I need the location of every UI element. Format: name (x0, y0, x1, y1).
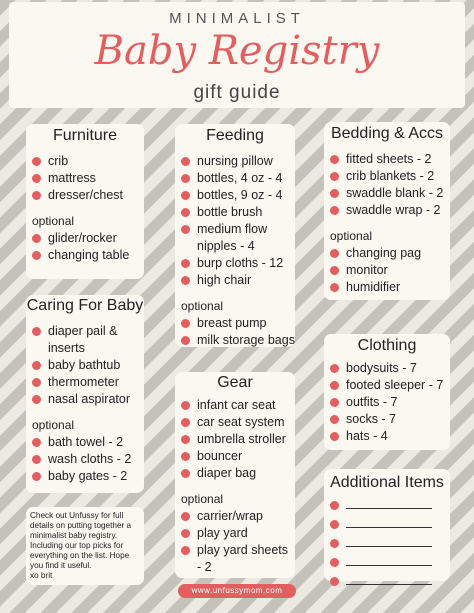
list-item-label: play yard sheets - 2 (197, 543, 289, 574)
list-item-label: infant car seat (197, 398, 276, 412)
list-item (324, 262, 450, 279)
list-item-label: bouncer (197, 449, 243, 463)
list-item (175, 170, 295, 187)
clothing-list (324, 360, 450, 445)
list-item-label: breast pump (197, 316, 267, 330)
list-item (175, 431, 295, 448)
list-item (26, 434, 144, 451)
bullet-dot-icon (32, 251, 41, 260)
list-item (324, 279, 450, 296)
list-item-label: outfits - 7 (346, 395, 398, 409)
bullet-dot-icon (181, 336, 190, 345)
bullet-dot-icon (181, 435, 190, 444)
list-item-label: bath towel - 2 (48, 435, 124, 449)
bedding-optional-list (324, 245, 450, 296)
bullet-dot-icon (181, 208, 190, 217)
list-item-label: swaddle blank - 2 (346, 186, 444, 200)
bullet-dot-icon (330, 415, 339, 424)
list-item-label: crib (48, 154, 69, 168)
caring-card (26, 295, 144, 493)
list-item-label: play yard (197, 526, 248, 540)
bullet-dot-icon (330, 381, 339, 390)
list-item (26, 323, 144, 357)
list-item (324, 428, 450, 445)
list-item-label: socks - 7 (346, 412, 397, 426)
blank-write-line[interactable] (346, 554, 432, 566)
blank-list-item (324, 573, 450, 590)
caring-optional-list (26, 434, 144, 485)
list-item-label: thermometer (48, 375, 119, 389)
list-item (26, 170, 144, 187)
list-item (175, 542, 295, 576)
gear-optional-list (175, 508, 295, 576)
header-banner (9, 2, 465, 108)
bullet-dot-icon (181, 401, 190, 410)
clothing-card (324, 334, 450, 450)
list-item-label: bottles, 9 oz - 4 (197, 188, 283, 202)
bullet-dot-icon (330, 266, 339, 275)
additional-card (324, 469, 450, 581)
list-item-label: diaper pail & inserts (48, 324, 118, 355)
list-item-label: baby gates - 2 (48, 469, 128, 483)
list-item (26, 357, 144, 374)
blank-list-item (324, 497, 450, 514)
list-item (324, 394, 450, 411)
list-item-label: nursing pillow (197, 154, 273, 168)
bullet-dot-icon (330, 432, 339, 441)
list-item-label: footed sleeper - 7 (346, 378, 444, 392)
bullet-dot-icon (330, 155, 339, 164)
bullet-dot-icon (181, 319, 190, 328)
list-item (324, 411, 450, 428)
bullet-dot-icon (32, 378, 41, 387)
additional-title: Additional Items (330, 474, 444, 491)
caring-list (26, 323, 144, 408)
list-item (26, 374, 144, 391)
furniture-list (26, 153, 144, 204)
feeding-optional-list (175, 315, 295, 349)
list-item (175, 525, 295, 542)
list-item (324, 168, 450, 185)
bullet-dot-icon (32, 191, 41, 200)
list-item-label: bottle brush (197, 205, 263, 219)
list-item (26, 451, 144, 468)
bullet-dot-icon (181, 529, 190, 538)
bullet-dot-icon (32, 234, 41, 243)
bullet-dot-icon (330, 501, 339, 510)
list-item-label: swaddle wrap - 2 (346, 203, 441, 217)
caring-title: Caring For Baby (26, 297, 144, 314)
list-item-label: nasal aspirator (48, 392, 130, 406)
gear-title: Gear (217, 374, 253, 391)
bullet-dot-icon (330, 539, 339, 548)
list-item-label: crib blankets - 2 (346, 169, 435, 183)
blank-write-line[interactable] (346, 497, 432, 509)
list-item (175, 221, 295, 255)
note-card (26, 507, 144, 585)
bedding-optional-label: optional (330, 229, 373, 243)
list-item (324, 151, 450, 168)
bullet-dot-icon (181, 225, 190, 234)
list-item (175, 153, 295, 170)
list-item-label: changing table (48, 248, 130, 262)
bullet-dot-icon (181, 174, 190, 183)
list-item-label: carrier/wrap (197, 509, 263, 523)
bullet-dot-icon (32, 174, 41, 183)
bullet-dot-icon (32, 395, 41, 404)
list-item (26, 230, 144, 247)
bedding-title: Bedding & Accs (330, 125, 444, 142)
list-item (26, 391, 144, 408)
list-item (175, 465, 295, 482)
bullet-dot-icon (32, 438, 41, 447)
bullet-dot-icon (330, 558, 339, 567)
bullet-dot-icon (330, 172, 339, 181)
bullet-dot-icon (330, 364, 339, 373)
list-item-label: bottles, 4 oz - 4 (197, 171, 283, 185)
list-item-label: bodysuits - 7 (346, 361, 417, 375)
list-item-label: milk storage bags (197, 333, 295, 347)
list-item (26, 153, 144, 170)
list-item (324, 202, 450, 219)
list-item-label: high chair (197, 273, 252, 287)
list-item (26, 468, 144, 485)
list-item-label: car seat system (197, 415, 285, 429)
bullet-dot-icon (32, 455, 41, 464)
bullet-dot-icon (181, 259, 190, 268)
bullet-dot-icon (330, 206, 339, 215)
feeding-list (175, 153, 295, 289)
list-item-label: baby bathtub (48, 358, 121, 372)
bullet-dot-icon (181, 191, 190, 200)
bullet-dot-icon (330, 189, 339, 198)
bullet-dot-icon (181, 452, 190, 461)
list-item-label: medium flow nipples - 4 (197, 222, 268, 253)
bedding-list (324, 151, 450, 219)
blank-write-line[interactable] (346, 535, 432, 547)
gear-optional-label: optional (181, 492, 224, 506)
list-item (175, 332, 295, 349)
caring-optional-label: optional (32, 418, 75, 432)
furniture-optional-list (26, 230, 144, 264)
list-item (324, 377, 450, 394)
list-item-label: glider/rocker (48, 231, 117, 245)
eyebrow-text: MINIMALIST (169, 10, 305, 27)
feeding-title: Feeding (206, 127, 264, 144)
list-item-label: changing pag (346, 246, 422, 260)
furniture-card (26, 124, 144, 279)
bullet-dot-icon (330, 283, 339, 292)
bullet-dot-icon (32, 472, 41, 481)
furniture-optional-label: optional (32, 214, 75, 228)
page-title: Baby Registry (94, 28, 380, 74)
list-item (26, 247, 144, 264)
footer-url-link[interactable]: www.unfussymom.com (178, 584, 296, 598)
list-item (26, 187, 144, 204)
list-item-label: diaper bag (197, 466, 257, 480)
bullet-dot-icon (330, 520, 339, 529)
bullet-dot-icon (32, 327, 41, 336)
feeding-card (175, 124, 295, 347)
list-item (175, 255, 295, 272)
note-signoff: xo brit (30, 571, 53, 580)
feeding-optional-label: optional (181, 299, 224, 313)
gear-list (175, 397, 295, 482)
list-item (175, 187, 295, 204)
list-item (175, 508, 295, 525)
list-item-label: monitor (346, 263, 388, 277)
list-item-label: burp cloths - 12 (197, 256, 284, 270)
bullet-dot-icon (330, 577, 339, 586)
list-item-label: fitted sheets - 2 (346, 152, 432, 166)
list-item-label: hats - 4 (346, 429, 388, 443)
gear-card (175, 372, 295, 578)
bullet-dot-icon (32, 361, 41, 370)
bullet-dot-icon (181, 546, 190, 555)
blank-write-line[interactable] (346, 573, 432, 585)
list-item (175, 414, 295, 431)
blank-list-item (324, 554, 450, 571)
list-item (175, 204, 295, 221)
bullet-dot-icon (32, 157, 41, 166)
bullet-dot-icon (181, 469, 190, 478)
list-item (324, 185, 450, 202)
list-item (324, 245, 450, 262)
clothing-title: Clothing (357, 337, 417, 354)
bullet-dot-icon (181, 276, 190, 285)
list-item-label: umbrella stroller (197, 432, 286, 446)
note-text: Check out Unfussy for full details on putting together a minimalist baby registry. Including our top picks for everything on the list. Hope you find it useful. (30, 511, 132, 570)
list-item (175, 448, 295, 465)
bullet-dot-icon (181, 512, 190, 521)
list-item (175, 315, 295, 332)
bullet-dot-icon (330, 249, 339, 258)
furniture-title: Furniture (52, 127, 118, 144)
bullet-dot-icon (181, 157, 190, 166)
list-item (175, 397, 295, 414)
blank-list-item (324, 535, 450, 552)
list-item (175, 272, 295, 289)
list-item-label: mattress (48, 171, 96, 185)
bullet-dot-icon (181, 418, 190, 427)
blank-write-line[interactable] (346, 516, 432, 528)
bullet-dot-icon (330, 398, 339, 407)
list-item-label: humidifier (346, 280, 401, 294)
list-item (324, 360, 450, 377)
bedding-card (324, 122, 450, 300)
page-subtitle: gift guide (193, 82, 281, 103)
list-item-label: wash cloths - 2 (48, 452, 132, 466)
list-item-label: dresser/chest (48, 188, 124, 202)
blank-list-item (324, 516, 450, 533)
additional-list (324, 497, 450, 590)
